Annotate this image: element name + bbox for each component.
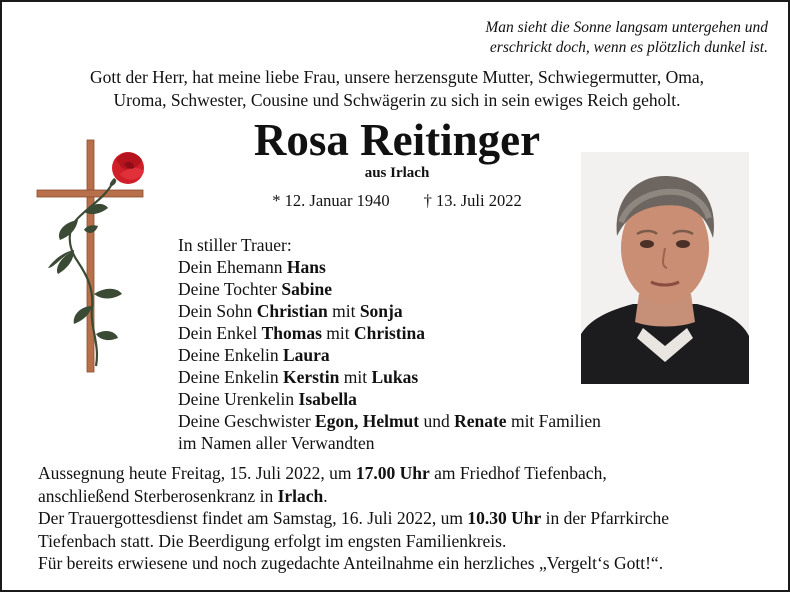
mourner-name: Egon, Helmut bbox=[315, 411, 420, 431]
mourner-relation: Deine Urenkelin bbox=[178, 389, 299, 409]
mourner-partner-name: Renate bbox=[454, 411, 507, 431]
mourner-line bbox=[178, 322, 698, 344]
mourner-connector: mit bbox=[327, 301, 360, 321]
death-date: † 13. Juli 2022 bbox=[423, 191, 522, 210]
mourner-line bbox=[178, 410, 698, 432]
intro-line-1: Gott der Herr, hat meine liebe Frau, unsere herzensgute Mutter, Schwiegermutter, Oma, bbox=[89, 67, 705, 87]
mourner-relation: Deine Geschwister bbox=[178, 411, 316, 431]
notice-time: 10.30 Uhr bbox=[467, 508, 542, 528]
intro-line-2: Uroma, Schwester, Cousine und Schwägerin zu sich in sein ewiges Reich geholt. bbox=[113, 90, 681, 110]
notice-line-5: Für bereits erwiesene und noch zugedachte Anteilnahme ein herzliches „Vergelt‘s Gott!“. bbox=[38, 553, 664, 573]
notice-text: in der Pfarrkirche bbox=[541, 508, 670, 528]
mourner-line bbox=[178, 278, 698, 300]
mourner-name: Kerstin bbox=[282, 367, 340, 387]
mourner-name: Hans bbox=[286, 257, 326, 277]
motto-quote bbox=[348, 18, 768, 58]
mourner-name: Thomas bbox=[261, 323, 322, 343]
mourner-partner-name: Lukas bbox=[371, 367, 419, 387]
deceased-origin: aus Irlach bbox=[364, 165, 430, 181]
mourner-connector: mit bbox=[339, 367, 372, 387]
notice-text: . bbox=[323, 485, 328, 506]
intro-text bbox=[22, 66, 772, 112]
mourner-name: Laura bbox=[282, 345, 330, 365]
mourner-name: Sabine bbox=[281, 279, 332, 299]
mourner-line bbox=[178, 300, 698, 322]
mourner-name: Christian bbox=[256, 301, 328, 321]
mourner-name: Isabella bbox=[298, 389, 357, 409]
mourner-partner-name: Sonja bbox=[359, 301, 403, 321]
notice-text: Aussegnung heute Freitag, 15. Juli 2022, um bbox=[38, 463, 356, 483]
motto-line-1: Man sieht die Sonne langsam untergehen und bbox=[485, 19, 768, 36]
notice-line-1 bbox=[38, 462, 768, 485]
deceased-name: Rosa Reitinger bbox=[253, 115, 541, 165]
life-dates bbox=[172, 190, 622, 212]
funeral-notice bbox=[38, 462, 768, 575]
mourners-heading: In stiller Trauer: bbox=[178, 235, 292, 255]
notice-line-4: Tiefenbach statt. Die Beerdigung erfolgt im engsten Familienkreis. bbox=[38, 530, 507, 551]
notice-text: am Friedhof Tiefenbach, bbox=[429, 463, 607, 483]
mourner-relation: Dein Ehemann bbox=[178, 257, 287, 277]
mourner-relation: Deine Tochter bbox=[178, 279, 282, 299]
mourner-line bbox=[178, 344, 698, 366]
mourner-relation: Deine Enkelin bbox=[178, 367, 283, 387]
mourner-relation: Dein Enkel bbox=[178, 323, 262, 343]
mourner-relation: Dein Sohn bbox=[178, 301, 257, 321]
birth-date: * 12. Januar 1940 bbox=[272, 191, 390, 210]
mourner-connector: mit bbox=[321, 323, 354, 343]
mourner-line bbox=[178, 366, 698, 388]
mourner-relation: Deine Enkelin bbox=[178, 345, 283, 365]
notice-place: Irlach bbox=[277, 485, 324, 506]
notice-line-3 bbox=[38, 507, 768, 530]
mourner-suffix: mit Familien bbox=[506, 411, 601, 431]
mourners-footer: im Namen aller Verwandten bbox=[178, 433, 375, 453]
mourner-partner-name: Christina bbox=[353, 323, 425, 343]
mourner-connector: und bbox=[419, 411, 455, 431]
mourners-list bbox=[178, 234, 698, 454]
notice-line-2 bbox=[38, 485, 768, 508]
cross-with-rose-icon bbox=[34, 138, 152, 378]
notice-time: 17.00 Uhr bbox=[355, 463, 430, 483]
motto-line-2: erschrickt doch, wenn es plötzlich dunkel ist. bbox=[489, 39, 768, 56]
mourner-line bbox=[178, 256, 698, 278]
notice-text: Der Trauergottesdienst findet am Samstag, 16. Juli 2022, um bbox=[38, 508, 468, 528]
mourner-line bbox=[178, 388, 698, 410]
notice-text: anschließend Sterberosenkranz in bbox=[38, 485, 278, 506]
